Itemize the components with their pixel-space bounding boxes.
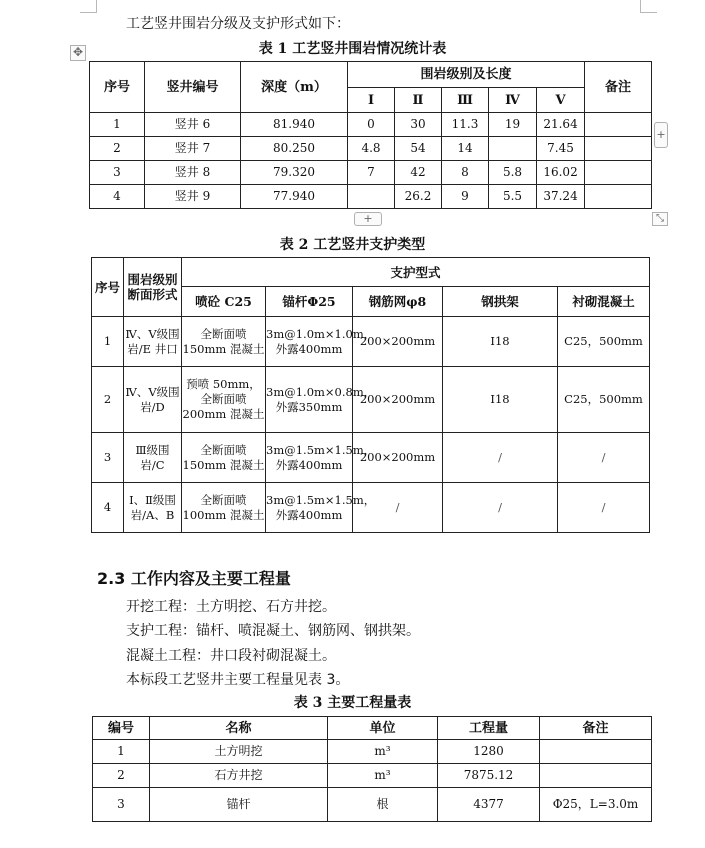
t3-cell: 石方井挖 xyxy=(150,764,328,788)
t2-col-header: 锚杆Φ25 xyxy=(266,287,353,317)
t2-cell: 3m@1.5m×1.5m，外露400mm xyxy=(266,433,353,483)
table3-caption: 表 3 主要工程量表 xyxy=(293,695,412,711)
table-row xyxy=(92,483,650,533)
table-row xyxy=(90,161,652,185)
t1-cell: 42 xyxy=(395,161,442,185)
t2-cell: Ⅲ级围岩/C xyxy=(124,433,182,483)
t1-cell: 30 xyxy=(395,113,442,137)
table3 xyxy=(92,716,652,822)
t1-header-grade-group: 围岩级别及长度 xyxy=(348,62,585,88)
t3-cell: 3 xyxy=(93,788,150,822)
t3-cell xyxy=(540,764,652,788)
t2-cell: Ⅳ、Ⅴ级围岩/D xyxy=(124,367,182,433)
t2-cell: C25，500mm xyxy=(558,317,650,367)
t1-cell: 37.24 xyxy=(537,185,585,209)
table-row xyxy=(93,764,652,788)
t1-cell: 9 xyxy=(442,185,489,209)
t1-header-remark: 备注 xyxy=(585,62,652,113)
paragraph: 混凝土工程：井口段衬砌混凝土。 xyxy=(126,648,336,664)
t3-cell: 4377 xyxy=(438,788,540,822)
table-row xyxy=(93,740,652,764)
table-row xyxy=(90,185,652,209)
t3-cell: 2 xyxy=(93,764,150,788)
t2-cell: I18 xyxy=(443,317,558,367)
t3-header-remark: 备注 xyxy=(540,717,652,740)
t1-cell: 4.8 xyxy=(348,137,395,161)
intro-text: 工艺竖井围岩分级及支护形式如下： xyxy=(126,16,350,32)
t2-cell: 2 xyxy=(92,367,124,433)
t1-cell: 5.8 xyxy=(489,161,537,185)
paragraph: 支护工程：锚杆、喷混凝土、钢筋网、钢拱架。 xyxy=(126,623,420,639)
t1-cell: 80.250 xyxy=(241,137,348,161)
t3-cell: 7875.12 xyxy=(438,764,540,788)
t1-cell xyxy=(489,137,537,161)
t1-cell xyxy=(585,161,652,185)
t1-cell: 1 xyxy=(90,113,145,137)
t2-cell: 全断面喷150mm 混凝土 xyxy=(182,433,266,483)
move-icon[interactable]: ✥ xyxy=(70,45,86,61)
table-row xyxy=(92,433,650,483)
t1-cell xyxy=(585,185,652,209)
table-row xyxy=(92,317,650,367)
table1 xyxy=(89,61,652,209)
t1-cell: 21.64 xyxy=(537,113,585,137)
t2-cell: Ⅳ、Ⅴ级围岩/E 井口 xyxy=(124,317,182,367)
t2-cell: 3m@1.0m×0.8m，外露350mm xyxy=(266,367,353,433)
t3-cell: 根 xyxy=(328,788,438,822)
t2-col-header: 钢拱架 xyxy=(443,287,558,317)
t1-cell: 7 xyxy=(348,161,395,185)
t2-cell: 200×200mm xyxy=(353,367,443,433)
t3-header-name: 名称 xyxy=(150,717,328,740)
t1-cell: 14 xyxy=(442,137,489,161)
t1-cell: 26.2 xyxy=(395,185,442,209)
t1-cell: 竖井 7 xyxy=(145,137,241,161)
t1-grade-header: Ⅳ xyxy=(489,88,537,113)
section-heading: 2.3 工作内容及主要工程量 xyxy=(97,569,291,588)
t3-cell: m³ xyxy=(328,740,438,764)
t2-header-support: 支护型式 xyxy=(182,258,650,287)
page-corner-mark-right xyxy=(640,0,657,13)
t2-cell: / xyxy=(558,483,650,533)
t1-cell: 0 xyxy=(348,113,395,137)
t1-grade-header: Ⅰ xyxy=(348,88,395,113)
t3-header-no: 编号 xyxy=(93,717,150,740)
t2-col-header: 衬砌混凝土 xyxy=(558,287,650,317)
table-row xyxy=(93,788,652,822)
t2-cell: / xyxy=(443,433,558,483)
t3-cell: 锚杆 xyxy=(150,788,328,822)
t1-cell: 16.02 xyxy=(537,161,585,185)
t2-cell: Ⅰ、Ⅱ级围岩/A、B xyxy=(124,483,182,533)
t1-cell: 11.3 xyxy=(442,113,489,137)
t2-cell: 1 xyxy=(92,317,124,367)
t2-cell: 200×200mm xyxy=(353,317,443,367)
table-row xyxy=(90,137,652,161)
t1-cell xyxy=(348,185,395,209)
paragraph: 本标段工艺竖井主要工程量见表 3。 xyxy=(126,672,350,688)
t2-cell: 3 xyxy=(92,433,124,483)
t3-cell: Φ25，L=3.0m xyxy=(540,788,652,822)
t2-cell: 预喷 50mm，全断面喷200mm 混凝土 xyxy=(182,367,266,433)
t3-cell: 土方明挖 xyxy=(150,740,328,764)
t2-col-header: 钢筋网φ8 xyxy=(353,287,443,317)
t3-header-qty: 工程量 xyxy=(438,717,540,740)
t1-cell: 79.320 xyxy=(241,161,348,185)
t1-cell xyxy=(585,137,652,161)
t1-grade-header: Ⅴ xyxy=(537,88,585,113)
t1-cell: 54 xyxy=(395,137,442,161)
t2-cell: 4 xyxy=(92,483,124,533)
plus-icon[interactable]: + xyxy=(654,122,668,148)
t1-grade-header: Ⅲ xyxy=(442,88,489,113)
table2-caption: 表 2 工艺竖井支护类型 xyxy=(279,237,426,253)
t2-cell: / xyxy=(558,433,650,483)
t1-cell: 竖井 6 xyxy=(145,113,241,137)
t1-header-no: 序号 xyxy=(90,62,145,113)
t1-header-depth: 深度（m） xyxy=(241,62,348,113)
t1-cell: 77.940 xyxy=(241,185,348,209)
t1-cell: 3 xyxy=(90,161,145,185)
t3-cell: 1 xyxy=(93,740,150,764)
plus-icon[interactable]: + xyxy=(354,212,382,226)
table2 xyxy=(91,257,650,533)
t2-cell: I18 xyxy=(443,367,558,433)
t2-header-grade: 围岩级别断面形式 xyxy=(124,258,182,317)
t3-cell xyxy=(540,740,652,764)
paragraph: 开挖工程：土方明挖、石方井挖。 xyxy=(126,599,336,615)
t1-cell xyxy=(585,113,652,137)
t1-header-shaft: 竖井编号 xyxy=(145,62,241,113)
t1-cell: 81.940 xyxy=(241,113,348,137)
t2-cell: / xyxy=(353,483,443,533)
t2-cell: 3m@1.5m×1.5m，外露400mm xyxy=(266,483,353,533)
t3-header-unit: 单位 xyxy=(328,717,438,740)
t1-cell: 5.5 xyxy=(489,185,537,209)
t1-cell: 7.45 xyxy=(537,137,585,161)
t1-cell: 8 xyxy=(442,161,489,185)
table1-caption: 表 1 工艺竖井围岩情况统计表 xyxy=(258,41,447,57)
t2-cell: C25，500mm xyxy=(558,367,650,433)
t1-cell: 2 xyxy=(90,137,145,161)
t3-cell: 1280 xyxy=(438,740,540,764)
t1-cell: 竖井 8 xyxy=(145,161,241,185)
t3-cell: m³ xyxy=(328,764,438,788)
t2-cell: 全断面喷150mm 混凝土 xyxy=(182,317,266,367)
t2-cell: 3m@1.0m×1.0m，外露400mm xyxy=(266,317,353,367)
t2-header-no: 序号 xyxy=(92,258,124,317)
t1-cell: 竖井 9 xyxy=(145,185,241,209)
t1-cell: 19 xyxy=(489,113,537,137)
t2-col-header: 喷砼 C25 xyxy=(182,287,266,317)
t1-grade-header: Ⅱ xyxy=(395,88,442,113)
table-row xyxy=(90,113,652,137)
table-row xyxy=(92,367,650,433)
t2-cell: 全断面喷100mm 混凝土 xyxy=(182,483,266,533)
resize-icon[interactable]: ⤡ xyxy=(652,212,668,226)
t1-cell: 4 xyxy=(90,185,145,209)
t2-cell: 200×200mm xyxy=(353,433,443,483)
t2-cell: / xyxy=(443,483,558,533)
page-corner-mark-left xyxy=(80,0,97,13)
